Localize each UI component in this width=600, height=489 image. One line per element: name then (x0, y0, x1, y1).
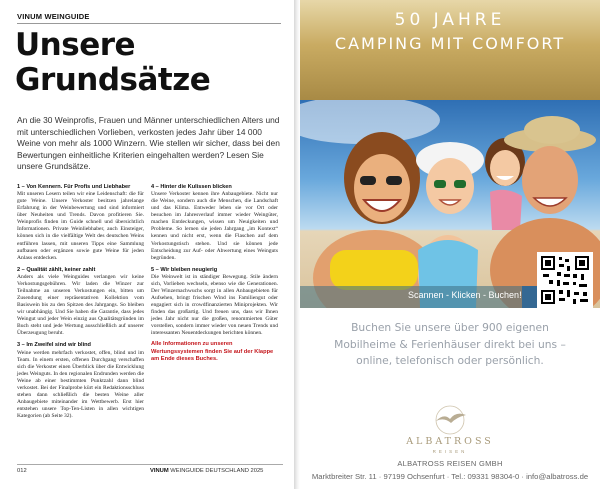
company-address[interactable]: Marktbreiter Str. 11 · 97199 Ochsenfurt · Tel.: 09331 98304-0 · info@albatross.de (311, 472, 589, 481)
section-heading: 5 – Wir bleiben neugierig (151, 266, 218, 273)
logo-subtitle: REISEN (432, 449, 468, 454)
albatross-logo-icon (430, 405, 470, 435)
footer-brand: VINUM (150, 468, 169, 474)
section-heading: 2 – Qualität zählt, keiner zahlt (17, 266, 96, 273)
kicker-divider (17, 23, 281, 24)
headline-line-1: Unsere (15, 27, 136, 63)
logo-wordmark: ALBATROSS (406, 436, 494, 447)
section-body: Unsere Verkoster kennen ihre Anbaugebiete. Nicht nur die Weine, sondern auch die Menschen, die Landschaft und das Klima. Entweder leben sie vor Ort oder besuchen im Jahresverlauf immer wieder Weingüter, machen Entdeckungen, wissen um Neuigkeiten und Probleme. So lernen sie jeden Jahrgang „im Kontext“ kennen und nicht erst, wenn die Flaschen auf dem Verkostungstisch stehen. Und sie können jede Entscheidung zur Auf- oder Abwertung eines Weinguts begründen. (151, 191, 278, 261)
text-column-1 (17, 184, 144, 420)
page-headline (15, 28, 290, 98)
qr-code-graphic (537, 252, 593, 308)
page-number: 012 (17, 468, 27, 474)
albatross-bird-icon (430, 405, 470, 435)
section-body: Weine werden mehrfach verkostet, offen, blind und im Team. In einem ersten, offenen Durchgang verschaffen sich die Verkoster einen Überblick über die Entwicklung jedes Weinguts. In den regionalen Endrunden werden die Weine ab einer bestimmten Punktzahl dann blind verkostet. Bei der Finalprobe kürt ein Redaktionsschluss stehen dann schließlich die besten Weine aller Anbaugebiete miteinander im Wettbewerb. Erst hier entstehen unsere Top-Ten-Listen in allen wichtigen Kategorien (ab Seite 32). (17, 349, 144, 419)
scan-click-book-caption: Scannen - Klicken - Buchen! (408, 290, 522, 300)
company-name: ALBATROSS REISEN GMBH (397, 459, 503, 468)
footer-divider (17, 464, 283, 465)
ad-title-line-1: 50 JAHRE (394, 10, 506, 30)
running-footer (150, 468, 263, 474)
section-kicker: VINUM WEINGUIDE (17, 12, 90, 21)
rating-info-note: Alle Informationen zu unseren Wertungssystemen finden Sie auf der Klappe am Ende dieses Buches. (151, 341, 274, 362)
footer-title: WEINGUIDE DEUTSCHLAND 2025 (168, 468, 264, 474)
headline-line-2: Grundsätze (15, 62, 211, 98)
section-body: Mit unseren Lesern teilen wir eine Leidenschaft: die für gute Weine. Unsere Verkoster besitzen jahrelange Erfahrung in der Weinbewertung und sind informiert über Neuheiten und Trends. Davon profitieren Sie. Weinprofis finden im Guide schnell und übersichtlich Informationen. Private Weinliebhaber, auch Einsteiger, können sich in die vielfältige Welt des deutschen Weins entführen lassen, mit unseren Tipps eine Sammlung aufbauen oder ergänzen sowie gute Weine für jeden Anlass entdecken. (17, 191, 144, 261)
section-heading: 1 – Von Kennern. Für Profis und Liebhaber (17, 184, 131, 190)
section-body: Anders als viele Weinguides verlangen wir keine Verkostungsgebühren. Wir laden die Winzer zur Teilnahme an unseren Verkostungen ein, bitten um Zusendung einer repräsentativen Kollektion vom Basiswein bis zu den Spitzen des Jahrgangs. So bleiben wir unabhängig. Und Sie haben die Garantie, dass jedes Weingut und jeder Wein einzig aus Qualitätsgründen im Buch steht und jede Wertung ausschließlich auf unserer Überzeugung beruht. (17, 273, 144, 337)
editorial-page (0, 0, 294, 489)
section-body: Die Weinwelt ist in ständiger Bewegung. Stile ändern sich, Vorlieben wechseln, ebenso wie die Generationen. Der Winzernachwuchs sorgt in allen Anbaugebieten für Aufsehen, bringt frischen Wind ins Familiengut oder engagiert sich in crowdfinanzierten Miniprojekten. Wir finden das großartig. Und freuen uns, dass wir Ihnen jedes Jahr nicht nur die großen, renommierten Güter vorstellen, sondern immer wieder von neuen Trends und interessanten Neuentdeckungen berichten können. (151, 273, 278, 337)
ad-title-line-2: CAMPING MIT COMFORT (334, 34, 566, 53)
advertisement-page (300, 0, 600, 489)
section-heading: 3 – Im Zweifel sind wir blind (17, 342, 91, 349)
section-heading: 4 – Hinter die Kulissen blicken (151, 184, 232, 190)
lead-paragraph: An die 30 Weinprofis, Frauen und Männer unterschiedlichen Alters und mit unterschiedlichen Vorlieben, verkosten jedes Jahr über 14 000 Weine von mehr als 1000 Winzern. Wie stellen wir sicher, dass bei den Bewertungen einheitliche Kriterien eingehalten werden? Lesen Sie unsere Grundsätze. (17, 115, 280, 172)
ad-booking-text: Buchen Sie unsere über 900 eigenen Mobilheime & Ferienhäuser direkt bei uns – online, telefonisch oder persönlich. (334, 321, 566, 367)
qr-code-icon[interactable] (537, 252, 593, 308)
text-column-2 (151, 184, 278, 363)
